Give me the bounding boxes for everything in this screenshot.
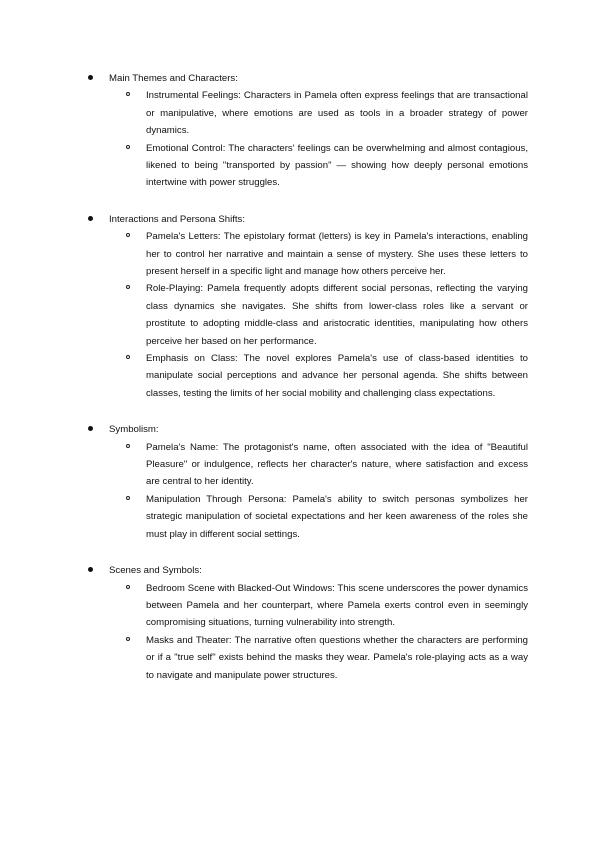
hollow-bullet-icon	[126, 444, 130, 448]
hollow-bullet-icon	[126, 585, 130, 589]
list-item-text: Manipulation Through Persona: Pamela's ability to switch personas symbolizes her strategic manipulation of societal expectations and her keen awareness of the roles she must play in different social settings.	[146, 493, 528, 540]
hollow-bullet-icon	[126, 145, 130, 149]
list-item	[0, 632, 600, 684]
hollow-bullet-icon	[126, 285, 130, 289]
hollow-bullet-icon	[126, 92, 130, 96]
section-main-themes	[0, 70, 600, 192]
list-item	[0, 439, 600, 491]
section-title: Scenes and Symbols:	[109, 565, 202, 577]
section-interactions	[0, 211, 600, 402]
hollow-bullet-icon	[126, 637, 130, 641]
filled-bullet-icon	[88, 567, 93, 572]
section-scenes	[0, 562, 600, 684]
list-item-text: Pamela's Letters: The epistolary format (letters) is key in Pamela's interactions, enabling her to control her narrative and maintain a sense of mystery. She uses these letters to present herself in a specific light and manage how others perceive her.	[146, 231, 528, 278]
list-item-text: Instrumental Feelings: Characters in Pamela often express feelings that are transactional or manipulative, where emotions are used as tools in a broader strategy of power dynamics.	[146, 90, 528, 137]
section-title: Interactions and Persona Shifts:	[109, 213, 245, 225]
filled-bullet-icon	[88, 75, 93, 80]
list-item	[0, 580, 600, 632]
list-item-text: Bedroom Scene with Blacked-Out Windows: This scene underscores the power dynamics between Pamela and her counterpart, where Pamela exerts control even in seemingly compromising situations, turning vulnerability into strength.	[146, 582, 528, 629]
hollow-bullet-icon	[126, 233, 130, 237]
list-item-text: Role-Playing: Pamela frequently adopts different social personas, reflecting the varying class dynamics she navigates. She shifts from lower-class roles like a servant or prostitute to adopting middle-class and aristocratic identities, manipulating how others perceive her based on her performance.	[146, 283, 528, 347]
outline-list	[0, 70, 600, 703]
list-item-text: Masks and Theater: The narrative often questions whether the characters are performing or if a "true self" exists behind the masks they wear. Pamela's role-playing acts as a way to navigate and manipulate power structures.	[146, 634, 528, 681]
hollow-bullet-icon	[126, 355, 130, 359]
list-item-text: Emotional Control: The characters' feelings can be overwhelming and almost contagious, likened to being "transported by passion" — showing how deeply personal emotions intertwine with power struggles.	[146, 142, 528, 189]
filled-bullet-icon	[88, 426, 93, 431]
list-item-text: Emphasis on Class: The novel explores Pamela's use of class-based identities to manipulate social perceptions and advance her personal agenda. She shifts between classes, testing the limits of her social mobility and challenging class expectations.	[146, 353, 528, 399]
hollow-bullet-icon	[126, 496, 130, 500]
list-item	[0, 140, 600, 192]
section-title: Symbolism:	[109, 424, 159, 436]
list-item	[0, 280, 600, 350]
list-item	[0, 228, 600, 280]
section-symbolism	[0, 421, 600, 543]
list-item-text: Pamela's Name: The protagonist's name, often associated with the idea of "Beautiful Pleasure" or indulgence, reflects her character's nature, where satisfaction and excess are central to her identity.	[146, 441, 528, 488]
filled-bullet-icon	[88, 216, 93, 221]
list-item	[0, 350, 600, 402]
list-item	[0, 87, 600, 139]
list-item	[0, 491, 600, 543]
section-title: Main Themes and Characters:	[109, 73, 238, 84]
